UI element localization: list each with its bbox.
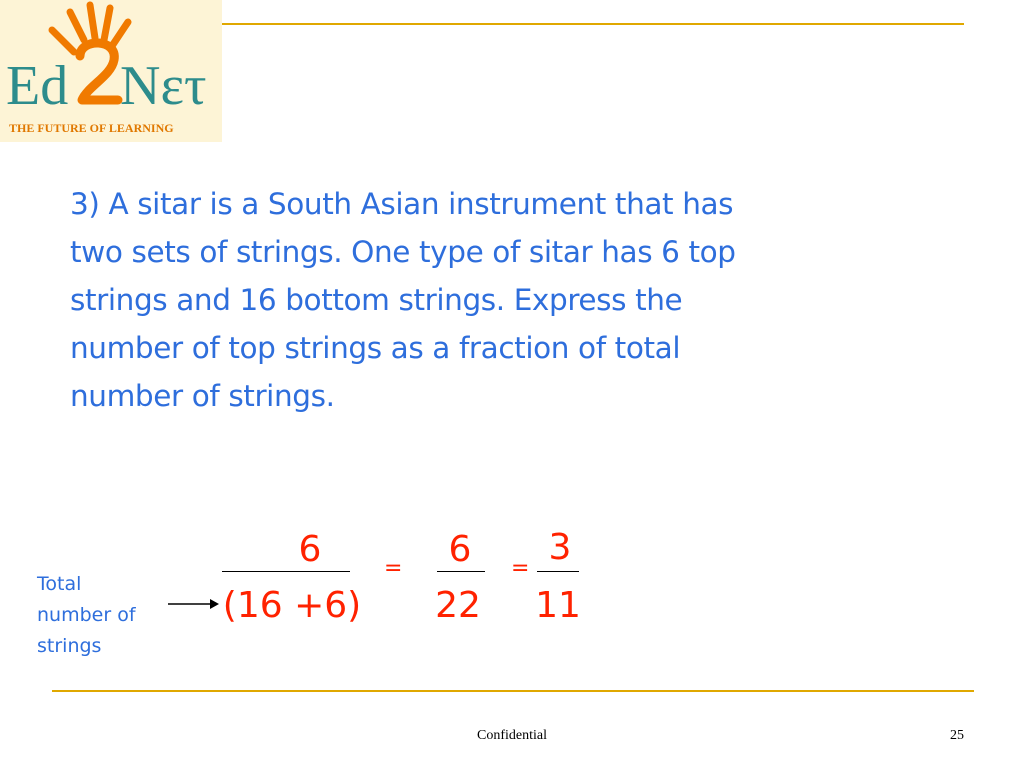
fraction1-bar <box>222 571 350 572</box>
equals-sign-2: = <box>511 556 530 581</box>
fraction1-denominator: (16 +6) <box>222 585 362 626</box>
top-rule <box>222 23 964 25</box>
svg-text:Ed: Ed <box>6 55 69 117</box>
fraction2-denominator: 22 <box>435 585 481 626</box>
fraction1-numerator: 6 <box>298 529 322 570</box>
fraction3-bar <box>537 571 579 572</box>
page-number: 25 <box>950 728 964 743</box>
fraction3-denominator: 11 <box>535 585 581 626</box>
footer-confidential: Confidential <box>477 728 547 743</box>
logo-tagline: THE FUTURE OF LEARNING <box>9 121 174 135</box>
ed2net-logo <box>0 0 222 142</box>
svg-text:Νετ: Νετ <box>120 55 207 117</box>
total-strings-label: Total number of strings <box>37 573 136 657</box>
equals-sign-1: = <box>384 556 403 581</box>
fraction3-numerator: 3 <box>548 527 572 568</box>
fraction2-numerator: 6 <box>448 529 472 570</box>
bottom-rule <box>52 690 974 692</box>
question-text: 3) A sitar is a South Asian instrument that has two sets of strings. One type of sitar has 6 top strings and 16 bottom strings. Express the number of top strings as a fraction of total number of strings. <box>70 187 736 413</box>
fraction2-bar <box>437 571 485 572</box>
